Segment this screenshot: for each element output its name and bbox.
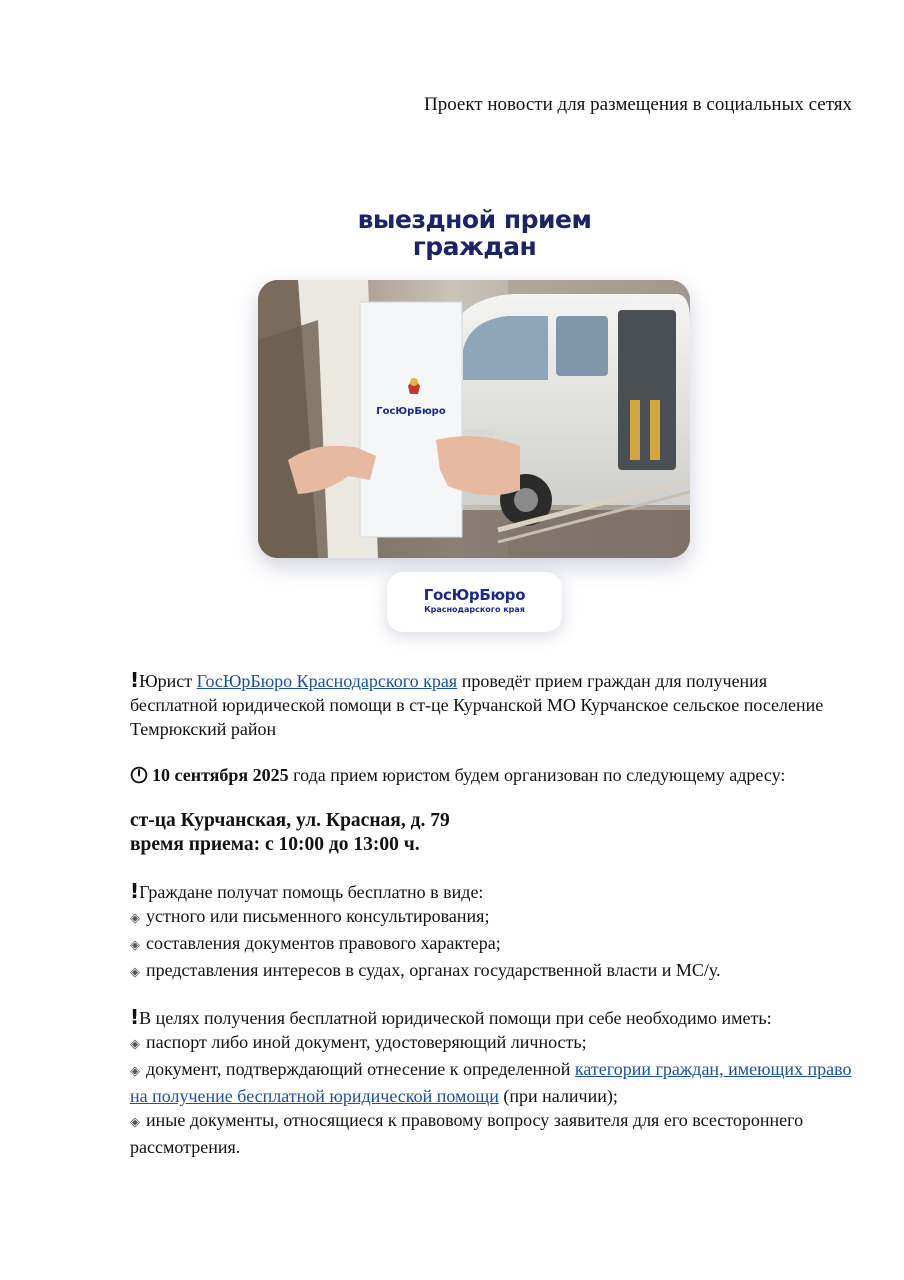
list-item	[130, 931, 855, 958]
exclamation-icon: !	[130, 668, 140, 692]
reception-hours: время приема: с 10:00 до 13:00 ч.	[130, 834, 420, 855]
diamond-bullet-icon: ◈	[130, 1115, 140, 1130]
list-item-text: составления документов правового характера;	[146, 933, 501, 953]
poster-title-line1: выездной прием	[357, 205, 592, 234]
address: ст-ца Курчанская, ул. Красная, д. 79	[130, 810, 450, 831]
diamond-bullet-icon: ◈	[130, 1037, 140, 1052]
intro-paragraph	[130, 668, 855, 741]
list-item	[130, 958, 855, 985]
poster-image	[252, 200, 697, 650]
header-note: Проект новости для размещения в социальных сетях	[423, 94, 852, 115]
eligible-categories-link[interactable]: категории граждан, имеющих право на получение бесплатной юридической помощи	[130, 1059, 852, 1106]
date-rest: года прием юристом будем организован по следующему адресу:	[288, 765, 786, 785]
list-item-text: паспорт либо иной документ, удостоверяющий личность;	[146, 1032, 587, 1052]
booklet	[360, 302, 462, 537]
list-item-text: документ, подтверждающий отнесение к определенной	[146, 1059, 575, 1079]
diamond-bullet-icon: ◈	[130, 1064, 140, 1079]
list-item-suffix: (при наличии);	[498, 1086, 618, 1106]
event-date: 10 сентября 2025	[152, 765, 289, 785]
help-heading	[130, 879, 855, 904]
logo-card	[387, 572, 562, 632]
logo-sub: Краснодарского края	[424, 605, 525, 614]
list-item	[130, 904, 855, 931]
clock-icon	[130, 766, 148, 784]
diamond-bullet-icon: ◈	[130, 911, 140, 926]
exclamation-icon: !	[130, 879, 140, 903]
date-paragraph	[130, 763, 855, 787]
list-item-text: представления интересов в судах, органах государственной власти и МС/у.	[146, 960, 721, 980]
exclamation-icon: !	[130, 1005, 140, 1029]
poster-title-line2: граждан	[412, 232, 537, 261]
logo-main: ГосЮрБюро	[423, 586, 526, 604]
list-item	[130, 1057, 855, 1108]
diamond-bullet-icon: ◈	[130, 965, 140, 980]
intro-prefix: Юрист	[139, 671, 197, 691]
booklet-logo-text: ГосЮрБюро	[376, 406, 446, 417]
intro-suffix: проведёт прием граждан для получения бесплатной юридической помощи в ст-це Курчанской МО Курчанское сельское поселение Темрюкский район	[130, 671, 824, 739]
docs-heading-text: В целях получения бесплатной юридической помощи при себе необходимо иметь:	[139, 1008, 772, 1028]
docs-heading	[130, 1005, 855, 1030]
list-item-text: иные документы, относящиеся к правовому вопросу заявителя для его всестороннего рассмотрения.	[130, 1110, 804, 1157]
poster-title	[252, 206, 697, 260]
gosyurburo-link[interactable]: ГосЮрБюро Краснодарского края	[196, 671, 458, 691]
list-item-text: устного или письменного консультирования;	[146, 906, 490, 926]
diamond-bullet-icon: ◈	[130, 938, 140, 953]
list-item	[130, 1030, 855, 1057]
help-heading-text: Граждане получат помощь бесплатно в виде:	[139, 882, 484, 902]
list-item	[130, 1108, 855, 1159]
poster-photo	[258, 280, 690, 558]
news-content	[130, 668, 855, 1159]
